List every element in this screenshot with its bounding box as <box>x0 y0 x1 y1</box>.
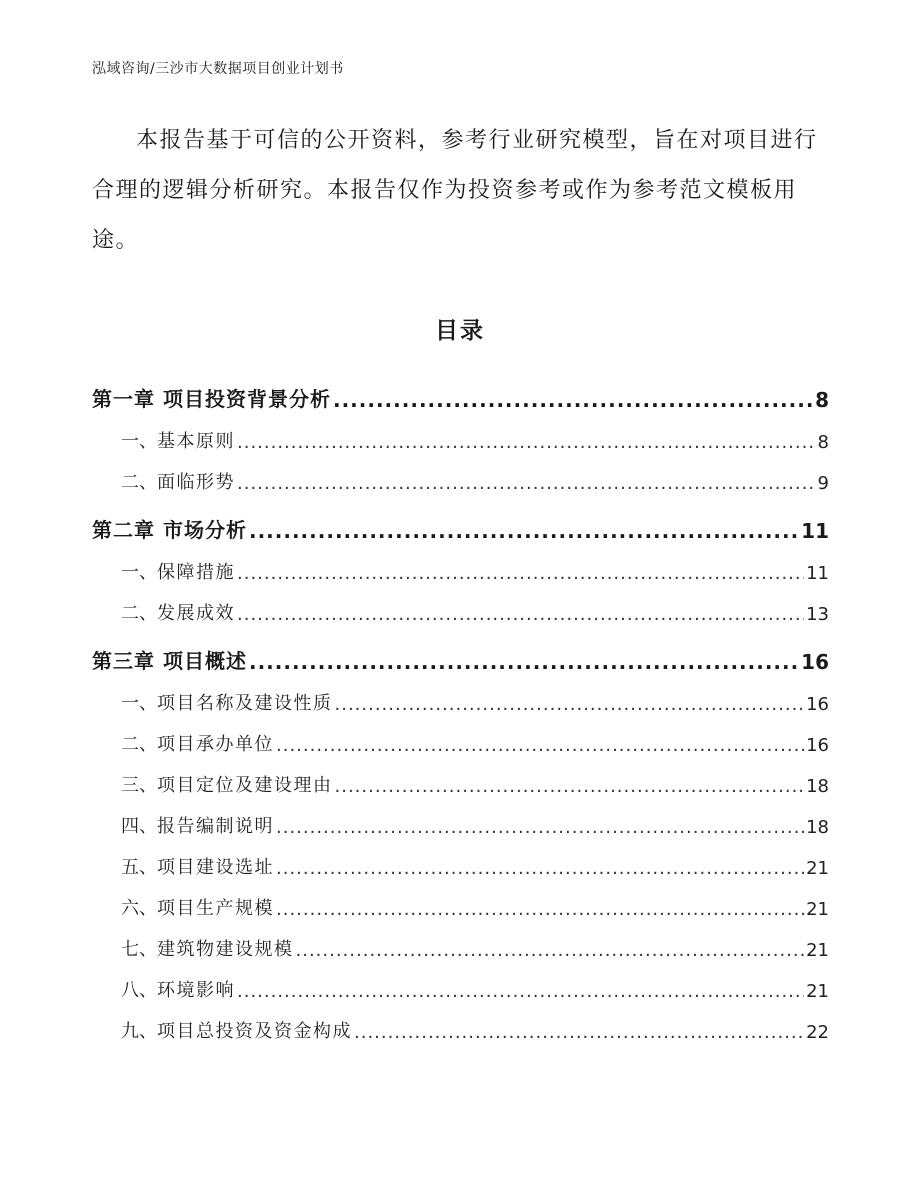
toc-leader-dots <box>237 563 804 584</box>
toc-section-number: 四、 <box>121 816 157 837</box>
toc-leader-dots <box>237 981 804 1002</box>
toc-section-number: 五、 <box>121 857 157 878</box>
toc-section[interactable] <box>92 584 829 625</box>
toc-leader-dots <box>276 817 804 838</box>
toc-chapter[interactable] <box>92 625 829 674</box>
toc-entry-label: 第三章 项目概述 <box>92 649 247 673</box>
toc-entry-label: 项目建设选址 <box>157 857 274 878</box>
toc-section-number: 二、 <box>121 603 157 624</box>
toc-section-number: 八、 <box>121 980 157 1001</box>
toc-section[interactable] <box>92 797 829 838</box>
toc-page-number: 18 <box>806 817 829 838</box>
toc-section[interactable] <box>92 879 829 920</box>
toc-section-number: 七、 <box>121 939 157 960</box>
toc-section[interactable] <box>92 543 829 584</box>
toc-section-number: 六、 <box>121 898 157 919</box>
toc-entry-label: 基本原则 <box>157 431 235 452</box>
toc-section[interactable] <box>92 920 829 961</box>
toc-page-number: 8 <box>815 388 829 412</box>
toc-section-number: 一、 <box>121 562 157 583</box>
toc-entry-label: 项目生产规模 <box>157 898 274 919</box>
toc-section[interactable] <box>92 453 829 494</box>
toc-entry-label: 项目总投资及资金构成 <box>157 1021 352 1042</box>
toc-section[interactable] <box>92 1002 829 1043</box>
toc-chapter[interactable] <box>92 494 829 543</box>
toc-section[interactable] <box>92 961 829 1002</box>
toc-section-number: 一、 <box>121 693 157 714</box>
toc-page-number: 21 <box>806 940 829 961</box>
toc-leader-dots <box>276 899 804 920</box>
toc-leader-dots <box>237 473 816 494</box>
toc-leader-dots <box>249 519 799 543</box>
toc-leader-dots <box>333 388 813 412</box>
toc-entry-label: 保障措施 <box>157 562 235 583</box>
page-header: 泓域咨询/三沙市大数据项目创业计划书 <box>92 61 344 77</box>
toc-leader-dots <box>237 432 816 453</box>
toc-section-number: 一、 <box>121 431 157 452</box>
toc-entry-label: 面临形势 <box>157 472 235 493</box>
toc-section[interactable] <box>92 715 829 756</box>
toc-page-number: 8 <box>817 432 829 453</box>
toc-entry-label: 项目定位及建设理由 <box>157 775 333 796</box>
toc-page-number: 16 <box>806 735 829 756</box>
toc-section-number: 九、 <box>121 1021 157 1042</box>
toc-section[interactable] <box>92 412 829 453</box>
toc-entry-label: 第一章 项目投资背景分析 <box>92 387 331 411</box>
toc-section[interactable] <box>92 756 829 797</box>
toc-leader-dots <box>237 604 804 625</box>
toc-page-number: 18 <box>806 776 829 797</box>
toc-leader-dots <box>296 940 805 961</box>
toc-leader-dots <box>276 858 804 879</box>
toc-leader-dots <box>335 694 805 715</box>
toc-page-number: 9 <box>817 473 829 494</box>
toc-entry-label: 发展成效 <box>157 603 235 624</box>
table-of-contents <box>92 363 829 1043</box>
toc-leader-dots <box>354 1022 804 1043</box>
toc-section[interactable] <box>92 674 829 715</box>
toc-page-number: 21 <box>806 858 829 879</box>
toc-section-number: 二、 <box>121 734 157 755</box>
toc-page-number: 22 <box>806 1022 829 1043</box>
toc-section-number: 二、 <box>121 472 157 493</box>
toc-chapter[interactable] <box>92 363 829 412</box>
toc-leader-dots <box>335 776 805 797</box>
toc-page-number: 11 <box>806 563 829 584</box>
toc-leader-dots <box>249 650 799 674</box>
toc-entry-label: 建筑物建设规模 <box>157 939 294 960</box>
toc-page-number: 13 <box>806 604 829 625</box>
toc-entry-label: 项目名称及建设性质 <box>157 693 333 714</box>
toc-page-number: 16 <box>806 694 829 715</box>
toc-section[interactable] <box>92 838 829 879</box>
toc-entry-label: 环境影响 <box>157 980 235 1001</box>
toc-leader-dots <box>276 735 804 756</box>
toc-entry-label: 报告编制说明 <box>157 816 274 837</box>
toc-page-number: 16 <box>801 650 829 674</box>
toc-entry-label: 第二章 市场分析 <box>92 518 247 542</box>
toc-title: 目录 <box>435 318 485 344</box>
toc-page-number: 21 <box>806 899 829 920</box>
intro-paragraph: 本报告基于可信的公开资料，参考行业研究模型，旨在对项目进行合理的逻辑分析研究。本报告仅作为投资参考或作为参考范文模板用途。 <box>92 128 818 253</box>
toc-entry-label: 项目承办单位 <box>157 734 274 755</box>
toc-section-number: 三、 <box>121 775 157 796</box>
toc-page-number: 11 <box>801 519 829 543</box>
toc-page-number: 21 <box>806 981 829 1002</box>
